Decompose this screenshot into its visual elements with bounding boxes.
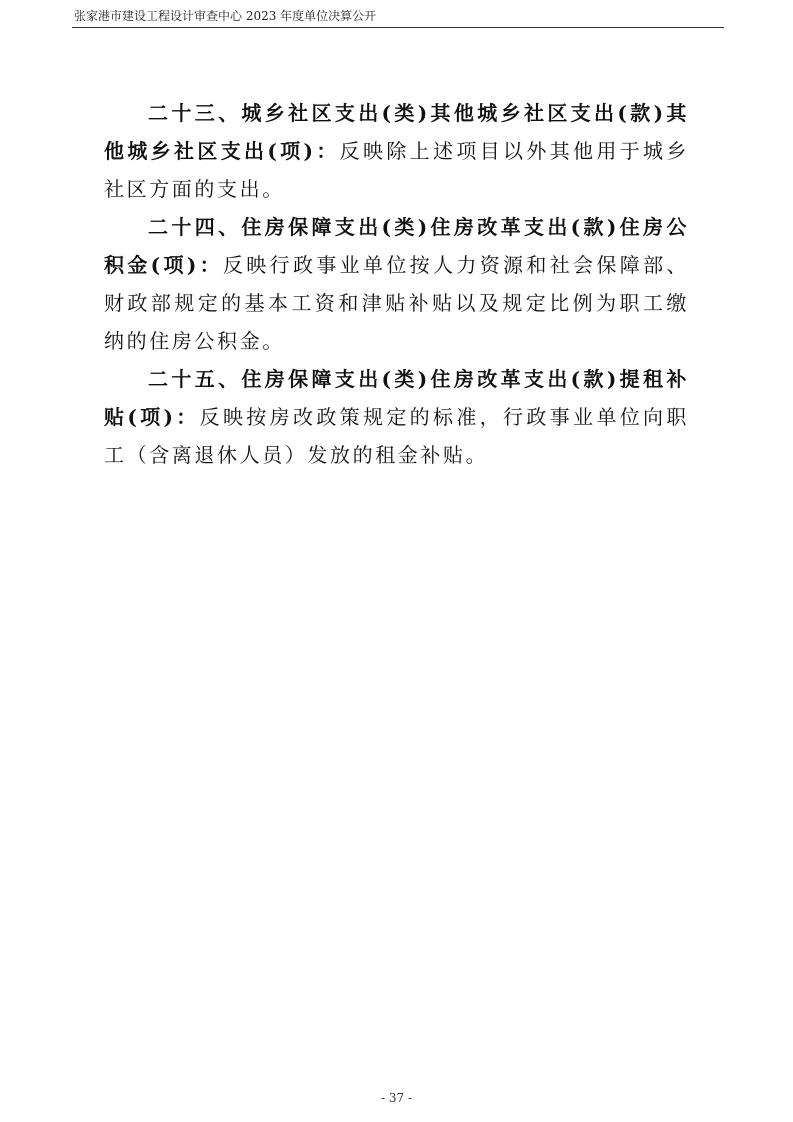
item-24-description: 反映行政事业单位按人力资源和社会保障部、财政部规定的基本工资和津贴补贴以及规定比例为职工缴纳的住房公积金。 — [104, 253, 690, 353]
item-25-heading: 二十五、住房保障支出(类)住房改革支出(款)提租补贴(项)： — [104, 367, 689, 429]
header-divider — [72, 27, 724, 28]
item-25-description: 反映按房改政策规定的标准，行政事业单位向职工（含离退休人员）发放的租金补贴。 — [104, 405, 689, 467]
item-25-paragraph — [104, 360, 689, 474]
page-number: - 37 - — [380, 1091, 412, 1105]
item-23-paragraph — [104, 94, 689, 208]
document-body — [104, 94, 689, 474]
item-24-paragraph — [104, 208, 689, 360]
item-23-description: 反映除上述项目以外其他用于城乡社区方面的支出。 — [104, 139, 689, 201]
item-23-heading: 二十三、城乡社区支出(类)其他城乡社区支出(款)其他城乡社区支出(项)： — [104, 101, 689, 163]
item-24-heading: 二十四、住房保障支出(类)住房改革支出(款)住房公积金(项)： — [104, 215, 689, 277]
running-header: 张家港市建设工程设计审查中心 2023 年度单位决算公开 — [74, 9, 377, 23]
